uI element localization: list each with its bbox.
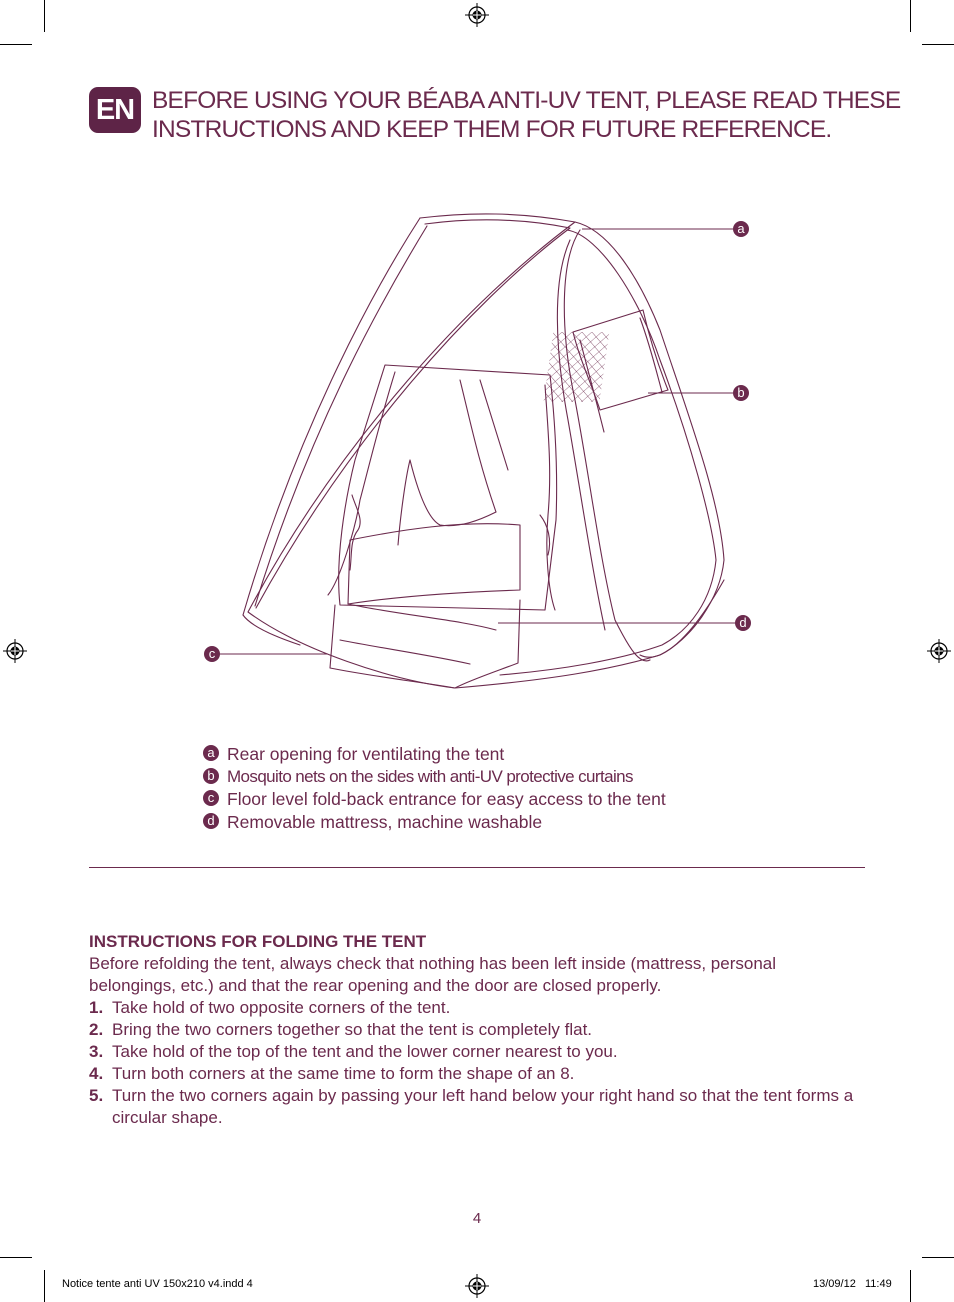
folding-instructions (89, 931, 859, 1129)
legend-letter: c (203, 790, 219, 806)
step-text: Turn both corners at the same time to form the shape of an 8. (112, 1064, 575, 1083)
step-number: 3. (89, 1042, 104, 1061)
crop-mark (922, 1257, 954, 1258)
print-slug-file: Notice tente anti UV 150x210 v4.indd 4 (62, 1278, 253, 1290)
callout-c: c (204, 646, 220, 662)
step-number: 2. (89, 1020, 104, 1039)
step-text: Turn the two corners again by passing your left hand below your right hand so that the tent forms a circular shape. (112, 1086, 854, 1127)
legend-text: Mosquito nets on the sides with anti-UV protective curtains (227, 766, 633, 786)
crop-mark (0, 1257, 32, 1258)
section-title: INSTRUCTIONS FOR FOLDING THE TENT (89, 932, 427, 951)
step-number: 1. (89, 998, 104, 1017)
page-title-line: BEFORE USING YOUR BÉABA ANTI-UV TENT, PLEASE READ THESE (152, 87, 901, 114)
callout-a: a (733, 221, 749, 237)
step-number: 4. (89, 1064, 104, 1083)
instruction-step (89, 1085, 859, 1129)
legend-text: Removable mattress, machine washable (227, 811, 543, 832)
instructions-intro: Before refolding the tent, always check that nothing has been left inside (mattress, personal belongings, etc.) and that the rear opening and the door are closed properly. (89, 954, 777, 995)
tent-mattress (348, 524, 520, 604)
callout-d: d (735, 615, 751, 631)
legend-text: Rear opening for ventilating the tent (227, 744, 505, 764)
crop-mark (44, 1270, 45, 1302)
step-text: Take hold of the top of the tent and the lower corner nearest to you. (112, 1042, 618, 1061)
instruction-step (89, 1063, 859, 1085)
print-slug-datetime: 13/09/12 11:49 (813, 1278, 892, 1290)
callout-b: b (733, 385, 749, 401)
language-badge: EN (89, 87, 141, 133)
page-number: 4 (472, 1210, 482, 1227)
instruction-step (89, 1019, 859, 1041)
legend-text: Floor level fold-back entrance for easy access to the tent (227, 789, 666, 809)
tent-frame (248, 214, 575, 688)
legend-letter: a (203, 745, 219, 761)
step-number: 5. (89, 1086, 104, 1105)
instruction-step (89, 1041, 859, 1063)
instruction-step (89, 997, 859, 1019)
crop-mark (910, 1270, 911, 1302)
step-text: Take hold of two opposite corners of the tent. (112, 998, 451, 1017)
registration-mark-icon (465, 1274, 489, 1298)
page-title-line: INSTRUCTIONS AND KEEP THEM FOR FUTURE REFERENCE. (152, 116, 832, 143)
section-divider (89, 867, 865, 868)
legend-letter: b (203, 768, 219, 784)
legend-letter: d (203, 813, 219, 829)
step-text: Bring the two corners together so that the tent is completely flat. (112, 1020, 593, 1039)
